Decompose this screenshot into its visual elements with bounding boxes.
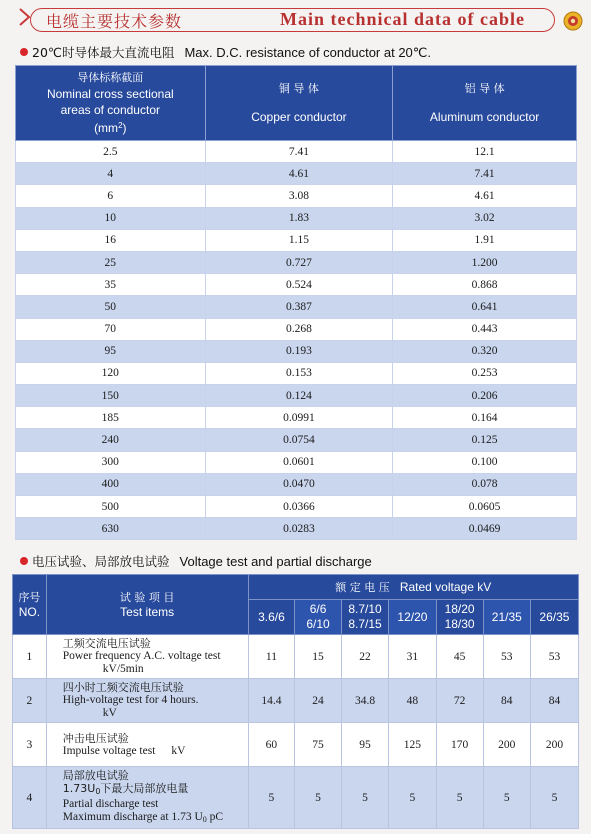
subscript: 0 (95, 787, 101, 796)
company-logo-icon (563, 11, 583, 31)
voltage-value-cell: 5 (389, 767, 436, 829)
area-cell: 2.5 (16, 141, 206, 163)
col-header-no-cn: 序号 (18, 590, 41, 604)
voltage-value-cell: 84 (530, 679, 578, 723)
voltage-value-cell: 125 (389, 723, 436, 767)
aluminum-resistance-cell: 12.1 (393, 141, 577, 163)
table-row (16, 207, 577, 229)
text: 下最大局部放电量 (100, 782, 189, 795)
table-row (16, 385, 577, 407)
test-item-cell (46, 767, 248, 829)
table-row (16, 340, 577, 362)
test-item-cn: 工频交流电压试验 (62, 637, 151, 650)
test-item-cn-line2 (63, 782, 248, 798)
section1-title (20, 43, 431, 61)
test-item-en: Partial discharge test (62, 798, 159, 810)
copper-resistance-cell: 7.41 (205, 141, 393, 163)
text: pC (206, 811, 224, 823)
voltage-value-cell: 11 (248, 635, 295, 679)
table-row (16, 274, 577, 296)
rated-voltage-cn: 额 定 电 压 (335, 580, 390, 594)
aluminum-resistance-cell: 0.0469 (393, 518, 577, 540)
test-item-cn: 冲击电压试验 (62, 731, 129, 745)
col-header-area-unit: $(mm^2)$ (94, 121, 127, 135)
voltage-header-line: 6/6 (309, 602, 327, 616)
section2-title-en: Voltage test and partial discharge (179, 554, 372, 569)
voltage-value-cell: 84 (483, 679, 530, 723)
copper-resistance-cell: 1.83 (205, 207, 393, 229)
voltage-value-cell: 95 (341, 723, 389, 767)
voltage-header-cell (483, 600, 530, 635)
area-cell: 6 (16, 185, 206, 207)
aluminum-resistance-cell: 0.253 (393, 362, 577, 384)
rated-voltage-en: Rated voltage kV (399, 579, 492, 594)
dc-resistance-table (15, 65, 577, 540)
test-item-en: High-voltage test for 4 hours. (62, 694, 199, 706)
col-header-copper-en: Copper conductor (251, 110, 347, 124)
table-row (16, 451, 577, 473)
row-number-cell: 3 (13, 723, 47, 767)
col-header-aluminum (393, 66, 577, 141)
aluminum-resistance-cell: 0.078 (393, 473, 577, 495)
bullet-icon (20, 557, 28, 565)
area-cell: 95 (16, 340, 206, 362)
aluminum-resistance-cell: 0.641 (393, 296, 577, 318)
copper-resistance-cell: 0.124 (205, 385, 393, 407)
voltage-value-cell: 14.4 (248, 679, 295, 723)
voltage-value-cell: 60 (248, 723, 295, 767)
voltage-header-cell (295, 600, 341, 635)
text: 1.73U (62, 782, 96, 795)
table-row (13, 679, 579, 723)
voltage-header-line: 18/20 (444, 602, 475, 616)
voltage-value-cell: 5 (483, 767, 530, 829)
area-cell: 240 (16, 429, 206, 451)
voltage-value-cell: 31 (389, 635, 436, 679)
copper-resistance-cell: 3.08 (205, 185, 393, 207)
copper-resistance-cell: 0.0283 (205, 518, 393, 540)
voltage-value-cell: 75 (295, 723, 341, 767)
test-item-cell (46, 723, 248, 767)
voltage-value-cell: 53 (483, 635, 530, 679)
table-row (16, 473, 577, 495)
copper-resistance-cell: 0.268 (205, 318, 393, 340)
section2-title (20, 552, 372, 570)
voltage-value-cell: 15 (295, 635, 341, 679)
test-item-en: Impulse voltage test (62, 744, 156, 757)
voltage-value-cell: 72 (436, 679, 483, 723)
voltage-value-cell: 170 (436, 723, 483, 767)
aluminum-resistance-cell: 0.443 (393, 318, 577, 340)
voltage-header-cell (341, 600, 389, 635)
col-header-copper (205, 66, 393, 141)
page-title-en: Main technical data of cable (280, 9, 525, 29)
area-cell: 120 (16, 362, 206, 384)
voltage-header-line: 21/35 (491, 609, 522, 624)
aluminum-resistance-cell: 7.41 (393, 163, 577, 185)
col-header-no (13, 575, 47, 635)
aluminum-resistance-cell: 0.320 (393, 340, 577, 362)
voltage-value-cell: 200 (483, 723, 530, 767)
col-header-rated-voltage (248, 575, 578, 600)
voltage-value-cell: 5 (295, 767, 341, 829)
col-header-copper-cn: 铜 导 体 (278, 82, 319, 95)
area-cell: 185 (16, 407, 206, 429)
area-cell: 35 (16, 274, 206, 296)
aluminum-resistance-cell: 1.200 (393, 251, 577, 273)
voltage-header-line: 8.7/15 (348, 617, 382, 631)
section1-title-en: Max. D.C. resistance of conductor at 20℃. (184, 45, 431, 60)
table-row (16, 296, 577, 318)
voltage-value-cell: 5 (341, 767, 389, 829)
col-header-items (46, 575, 248, 635)
table-row (16, 518, 577, 540)
col-header-items-cn: 试 验 项 目 (119, 590, 175, 604)
voltage-value-cell: 53 (530, 635, 578, 679)
test-item-unit: kV (171, 744, 186, 757)
col-header-aluminum-cn: 铝 导 体 (464, 82, 505, 95)
area-cell: 300 (16, 451, 206, 473)
area-cell: 150 (16, 385, 206, 407)
copper-resistance-cell: 0.387 (205, 296, 393, 318)
voltage-value-cell: 34.8 (341, 679, 389, 723)
aluminum-resistance-cell: 0.868 (393, 274, 577, 296)
table-row (13, 723, 579, 767)
test-item-unit: kV (102, 707, 117, 719)
voltage-value-cell: 5 (436, 767, 483, 829)
voltage-header-line: 6/10 (306, 617, 330, 631)
copper-resistance-cell: 0.0754 (205, 429, 393, 451)
copper-resistance-cell: 0.0991 (205, 407, 393, 429)
copper-resistance-cell: 0.153 (205, 362, 393, 384)
table-row (13, 767, 579, 829)
voltage-header-line: 18/30 (444, 617, 475, 631)
table-row (13, 635, 579, 679)
table-row (16, 496, 577, 518)
area-cell: 10 (16, 207, 206, 229)
voltage-test-table (12, 574, 579, 829)
aluminum-resistance-cell: 0.164 (393, 407, 577, 429)
area-cell: 630 (16, 518, 206, 540)
aluminum-resistance-cell: 3.02 (393, 207, 577, 229)
aluminum-resistance-cell: 0.206 (393, 385, 577, 407)
aluminum-resistance-cell: 0.0605 (393, 496, 577, 518)
voltage-value-cell: 5 (248, 767, 295, 829)
copper-resistance-cell: 4.61 (205, 163, 393, 185)
table-row (16, 229, 577, 251)
bullet-icon (20, 48, 28, 56)
copper-resistance-cell: 0.727 (205, 251, 393, 273)
area-cell: 50 (16, 296, 206, 318)
area-cell: 25 (16, 251, 206, 273)
voltage-value-cell: 22 (341, 635, 389, 679)
area-cell: 500 (16, 496, 206, 518)
voltage-header-cell (436, 600, 483, 635)
test-item-en-line2 (63, 811, 248, 826)
aluminum-resistance-cell: 0.125 (393, 429, 577, 451)
copper-resistance-cell: 0.524 (205, 274, 393, 296)
col-header-aluminum-en: Aluminum conductor (429, 110, 540, 124)
test-item-en: Power frequency A.C. voltage test (62, 650, 221, 662)
copper-resistance-cell: 0.0601 (205, 451, 393, 473)
area-cell: 16 (16, 229, 206, 251)
test-item-cn: 局部放电试验 (62, 769, 129, 782)
copper-resistance-cell: 0.0470 (205, 473, 393, 495)
copper-resistance-cell: 0.193 (205, 340, 393, 362)
text: Maximum discharge at 1.73 U (62, 811, 203, 823)
voltage-value-cell: 200 (530, 723, 578, 767)
row-number-cell: 1 (13, 635, 47, 679)
voltage-value-cell: 48 (389, 679, 436, 723)
area-cell: 4 (16, 163, 206, 185)
area-cell: 70 (16, 318, 206, 340)
table-row (16, 362, 577, 384)
table-row (16, 407, 577, 429)
copper-resistance-cell: 1.15 (205, 229, 393, 251)
test-item-unit: kV/5min (102, 663, 144, 675)
voltage-header-line: 3.6/6 (258, 609, 285, 624)
col-header-area-en2: areas of conductor (60, 103, 160, 117)
section2-title-cn: 电压试验、局部放电试验 (32, 554, 170, 569)
voltage-header-cell (530, 600, 578, 635)
voltage-header-line: 26/35 (539, 609, 570, 624)
row-number-cell: 2 (13, 679, 47, 723)
test-item-cell (46, 635, 248, 679)
table-row (16, 185, 577, 207)
test-item-cell (46, 679, 248, 723)
aluminum-resistance-cell: 4.61 (393, 185, 577, 207)
aluminum-resistance-cell: 0.100 (393, 451, 577, 473)
table-row (16, 429, 577, 451)
row-number-cell: 4 (13, 767, 47, 829)
col-header-no-en: NO. (18, 604, 41, 619)
voltage-header-cell (248, 600, 295, 635)
voltage-value-cell: 24 (295, 679, 341, 723)
col-header-area-en1: Nominal cross sectional (46, 87, 174, 101)
section1-title-cn: 20℃时导体最大直流电阻 (32, 45, 175, 60)
area-cell: 400 (16, 473, 206, 495)
copper-resistance-cell: 0.0366 (205, 496, 393, 518)
test-item-cn: 四小时工频交流电压试验 (62, 681, 184, 694)
col-header-area-cn: 导体标称截面 (77, 71, 144, 84)
voltage-value-cell: 45 (436, 635, 483, 679)
page-title-cn: 电缆主要技术参数 (46, 12, 183, 31)
subscript: 0 (202, 815, 207, 824)
col-header-area (16, 66, 206, 141)
page-header (0, 0, 591, 40)
table-row (16, 318, 577, 340)
voltage-header-line: 8.7/10 (348, 602, 382, 616)
table-row (16, 251, 577, 273)
voltage-header-line: 12/20 (397, 609, 428, 624)
voltage-value-cell: 5 (530, 767, 578, 829)
aluminum-resistance-cell: 1.91 (393, 229, 577, 251)
table-row (16, 163, 577, 185)
voltage-header-cell (389, 600, 436, 635)
col-header-items-en: Test items (120, 604, 175, 619)
table-row (16, 141, 577, 163)
